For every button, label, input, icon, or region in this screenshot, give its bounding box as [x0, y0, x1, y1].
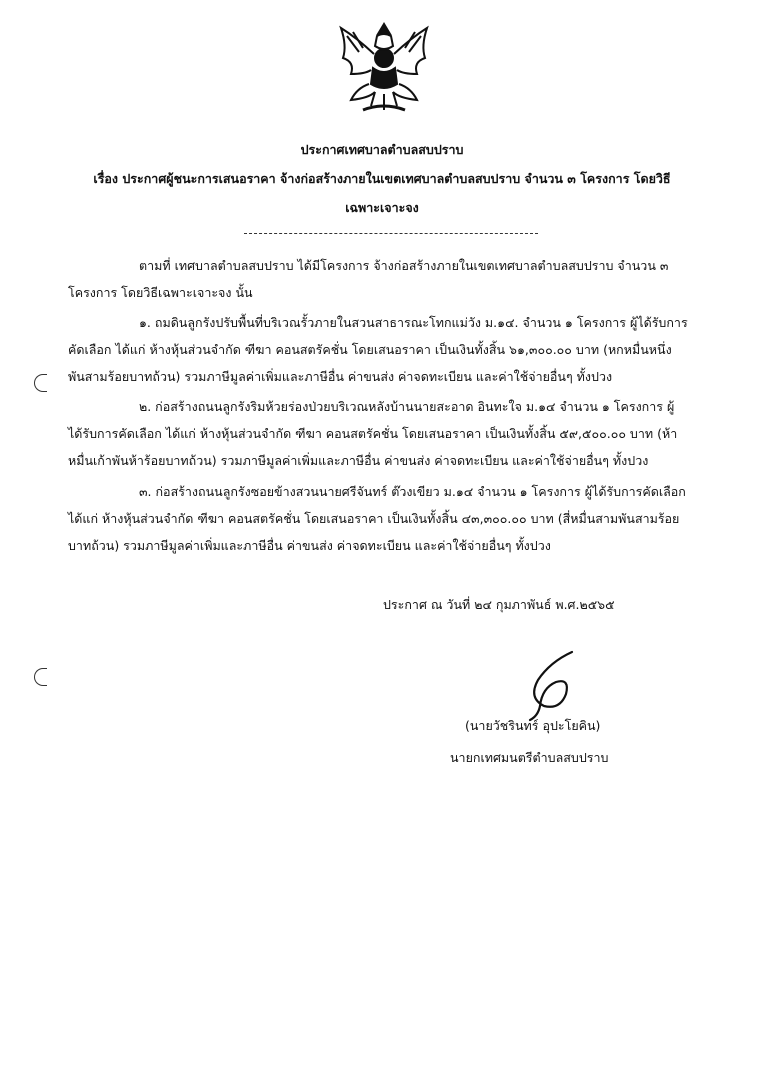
handwritten-signature — [510, 648, 595, 723]
punch-hole-mark — [34, 374, 47, 392]
item-3-line-1: ๓. ก่อสร้างถนนลูกรังซอยข้างสวนนายศรีจันทร์ ต๊วงเขียว ม.๑๔ จำนวน ๑ โครงการ ผู้ได้รับการคัดเลือก — [139, 484, 686, 499]
garuda-emblem-icon — [329, 18, 439, 118]
issuer-heading: ประกาศเทศบาลตำบลสบปราบ — [300, 142, 464, 157]
signer-name: (นายวัชรินทร์ อุปะโยคิน) — [465, 718, 601, 733]
item-2-line-1: ๒. ก่อสร้างถนนลูกรังริมห้วยร่องป่วยบริเวณหลังบ้านนายสะอาด อินทะใจ ม.๑๔ จำนวน ๑ โครงการ ผู้ — [139, 399, 675, 414]
item-1-line-2: คัดเลือก ได้แก่ ห้างหุ้นส่วนจำกัด ฑีฆา คอนสตรัคชั่น โดยเสนอราคา เป็นเงินทั้งสิ้น ๖๑,๓๐๐.๐๐ บาท (หกหมื่นหนึ่ง — [68, 342, 672, 357]
intro-line-2: โครงการ โดยวิธีเฉพาะเจาะจง นั้น — [68, 285, 253, 300]
heading-divider — [244, 233, 538, 234]
subject-heading-line-1: เรื่อง ประกาศผู้ชนะการเสนอราคา จ้างก่อสร้างภายในเขตเทศบาลตำบลสบปราบ จำนวน ๓ โครงการ โดยวิธี — [93, 171, 671, 186]
punch-hole-mark — [34, 668, 47, 686]
item-2-line-3: หมื่นเก้าพันห้าร้อยบาทถ้วน) รวมภาษีมูลค่าเพิ่มและภาษีอื่น ค่าขนส่ง ค่าจดทะเบียน และค่าใช้จ่ายอื่นๆ ทั้งปวง — [68, 453, 649, 468]
signer-title: นายกเทศมนตรีตำบลสบปราบ — [450, 750, 609, 765]
item-2-line-2: ได้รับการคัดเลือก ได้แก่ ห้างหุ้นส่วนจำกัด ฑีฆา คอนสตรัคชั่น โดยเสนอราคา เป็นเงินทั้งสิ้น ๕๙,๕๐๐.๐๐ บาท (ห้า — [68, 426, 678, 441]
announcement-date: ประกาศ ณ วันที่ ๒๔ กุมภาพันธ์ พ.ศ.๒๕๖๕ — [383, 597, 615, 612]
subject-heading-line-2: เฉพาะเจาะจง — [345, 200, 419, 215]
intro-line-1: ตามที่ เทศบาลตำบลสบปราบ ได้มีโครงการ จ้างก่อสร้างภายในเขตเทศบาลตำบลสบปราบ จำนวน ๓ — [139, 258, 669, 273]
item-1-line-1: ๑. ถมดินลูกรังปรับพื้นที่บริเวณรั้วภายในสวนสาธารณะโทกแม่วัง ม.๑๔. จำนวน ๑ โครงการ ผู้ได้รับการ — [139, 315, 688, 330]
item-3-line-2: ได้แก่ ห้างหุ้นส่วนจำกัด ฑีฆา คอนสตรัคชั่น โดยเสนอราคา เป็นเงินทั้งสิ้น ๔๓,๓๐๐.๐๐ บาท (สี่หมื่นสามพันสามร้อย — [68, 511, 680, 526]
item-1-line-3: พันสามร้อยบาทถ้วน) รวมภาษีมูลค่าเพิ่มและภาษีอื่น ค่าขนส่ง ค่าจดทะเบียน และค่าใช้จ่ายอื่นๆ ทั้งปวง — [68, 369, 613, 384]
item-3-line-3: บาทถ้วน) รวมภาษีมูลค่าเพิ่มและภาษีอื่น ค่าขนส่ง ค่าจดทะเบียน และค่าใช้จ่ายอื่นๆ ทั้งปวง — [68, 538, 551, 553]
